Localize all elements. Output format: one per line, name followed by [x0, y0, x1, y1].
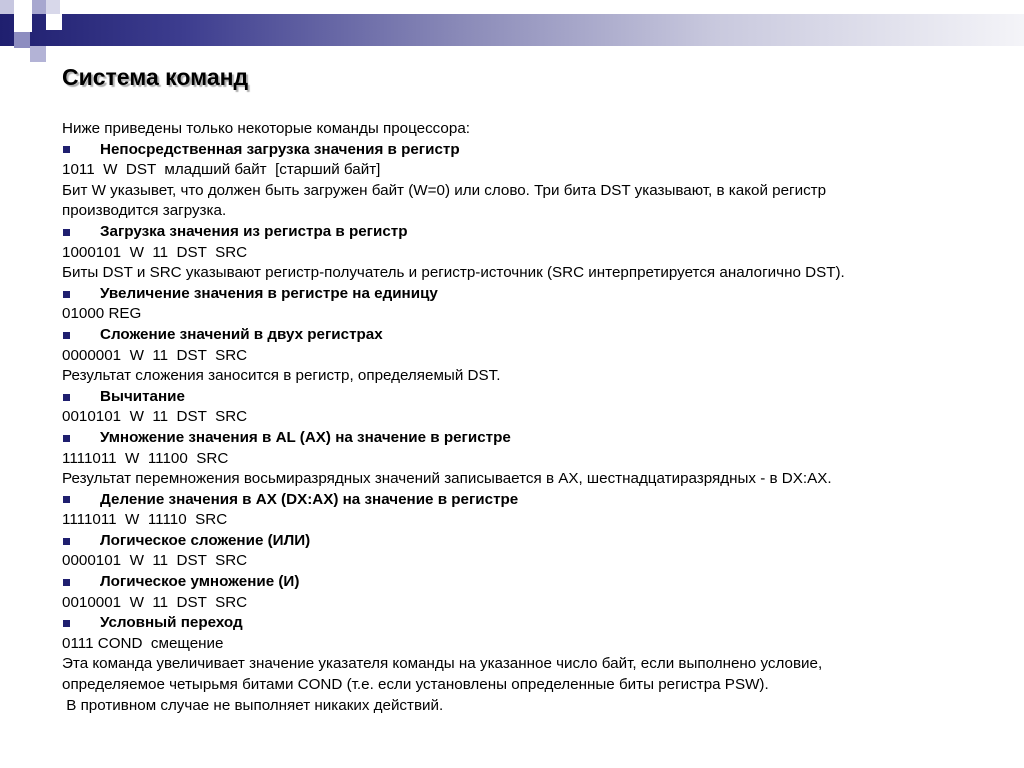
command-description: Результат сложения заносится в регистр, определяемый DST.	[62, 367, 501, 385]
bullet-square-icon	[63, 146, 70, 153]
command-encoding: 01000 REG	[62, 305, 142, 323]
decor-square	[0, 0, 14, 14]
command-heading-text: Умножение значения в AL (AX) на значение в регистре	[100, 428, 511, 446]
command-heading	[62, 531, 962, 552]
command-encoding: 0111 COND смещение	[62, 634, 224, 652]
command-description: Бит W указывет, что должен быть загружен байт (W=0) или слово. Три бита DST указывают, в какой регистр	[62, 181, 827, 199]
command-heading-text: Логическое сложение (ИЛИ)	[100, 531, 311, 549]
command-heading-text: Условный переход	[100, 614, 243, 632]
decor-square	[30, 46, 46, 62]
command-heading	[62, 325, 962, 346]
command-encoding: 1000101 W 11 DST SRC	[62, 243, 248, 261]
bullet-square-icon	[63, 394, 70, 401]
command-heading	[62, 140, 962, 161]
bullet-square-icon	[63, 579, 70, 586]
command-description: определяемое четырьмя битами COND (т.е. если установлены определенные биты регистра PSW).	[62, 676, 769, 694]
command-description: Эта команда увеличивает значение указателя команды на указанное число байт, если выполнено условие,	[62, 655, 823, 673]
command-description: Биты DST и SRC указывают регистр-получатель и регистр-источник (SRC интерпретируется аналогично DST).	[62, 264, 845, 282]
decor-square	[46, 0, 60, 14]
bullet-square-icon	[63, 496, 70, 503]
command-heading	[62, 572, 962, 593]
header-decoration	[0, 0, 1024, 62]
command-list	[62, 140, 962, 717]
command-heading-text: Вычитание	[100, 387, 185, 405]
command-heading-text: Сложение значений в двух регистрах	[100, 325, 383, 343]
command-heading	[62, 387, 962, 408]
slide-title: Система команд	[62, 64, 249, 90]
command-encoding: 1111011 W 11100 SRC	[62, 449, 229, 467]
command-heading	[62, 490, 962, 511]
command-encoding: 1011 W DST младший байт [старший байт]	[62, 161, 381, 179]
header-gradient-bar	[0, 14, 1024, 46]
command-description: Результат перемножения восьмиразрядных значений записывается в AX, шестнадцатиразрядных - в DX:AX.	[62, 470, 832, 488]
command-heading-text: Логическое умножение (И)	[100, 573, 300, 591]
command-encoding: 0000101 W 11 DST SRC	[62, 552, 248, 570]
command-heading-text: Непосредственная загрузка значения в регистр	[100, 140, 460, 158]
command-encoding: 0000001 W 11 DST SRC	[62, 346, 248, 364]
command-heading	[62, 428, 962, 449]
bullet-square-icon	[63, 538, 70, 545]
decor-square	[14, 14, 32, 32]
command-description: В противном случае не выполняет никаких действий.	[62, 696, 444, 714]
command-heading	[62, 284, 962, 305]
bullet-square-icon	[63, 620, 70, 627]
bullet-square-icon	[63, 291, 70, 298]
command-heading-text: Деление значения в AX (DX:AX) на значение в регистре	[100, 490, 519, 508]
command-heading-text: Загрузка значения из регистра в регистр	[100, 222, 408, 240]
command-encoding: 0010001 W 11 DST SRC	[62, 593, 248, 611]
command-heading	[62, 613, 962, 634]
decor-square	[32, 0, 46, 14]
decor-square	[14, 32, 30, 48]
bullet-square-icon	[63, 435, 70, 442]
command-heading	[62, 222, 962, 243]
slide-body	[62, 119, 962, 716]
command-description: производится загрузка.	[62, 202, 227, 220]
bullet-square-icon	[63, 332, 70, 339]
intro-text: Ниже приведены только некоторые команды процессора:	[62, 120, 470, 137]
command-encoding: 1111011 W 11110 SRC	[62, 511, 228, 529]
command-heading-text: Увеличение значения в регистре на единицу	[100, 284, 438, 302]
bullet-square-icon	[63, 229, 70, 236]
command-encoding: 0010101 W 11 DST SRC	[62, 408, 248, 426]
decor-square	[46, 14, 62, 30]
